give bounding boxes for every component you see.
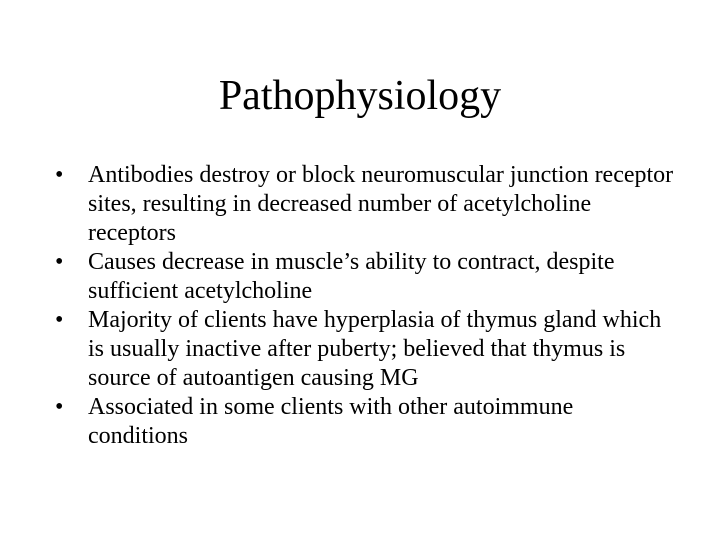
bullet-item-antibodies <box>55 161 675 248</box>
bullet-text: Majority of clients have hyperplasia of thymus gland which is usually inactive after puberty; believed that thymus is source of autoantigen causing MG <box>88 307 662 391</box>
bullet-icon: • <box>55 249 64 275</box>
bullet-item-muscle-contraction <box>55 248 675 306</box>
bullet-text: Causes decrease in muscle’s ability to contract, despite sufficient acetylcholine <box>88 249 615 304</box>
bullet-text: Antibodies destroy or block neuromuscular junction receptor sites, resulting in decreased number of acetylcholine receptors <box>88 162 674 246</box>
slide-title: Pathophysiology <box>218 73 502 119</box>
bullet-text: Associated in some clients with other autoimmune conditions <box>88 394 574 449</box>
bullet-icon: • <box>55 162 64 188</box>
bullet-list <box>55 161 675 451</box>
bullet-item-autoimmune <box>55 393 675 451</box>
bullet-icon: • <box>55 307 64 333</box>
bullet-icon: • <box>55 394 64 420</box>
bullet-item-thymus <box>55 306 675 393</box>
